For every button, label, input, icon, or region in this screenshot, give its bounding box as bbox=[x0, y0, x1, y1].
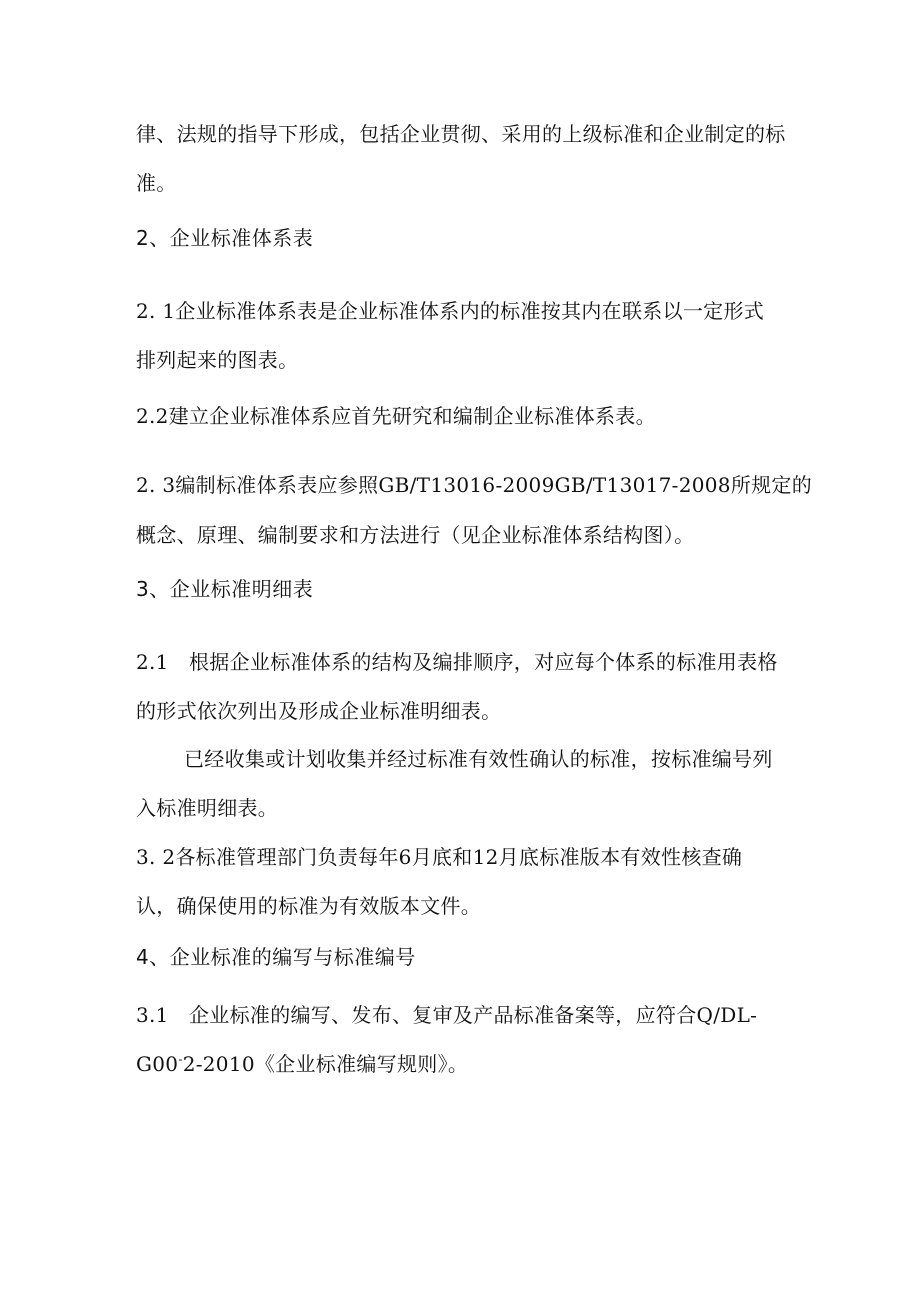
para-3-1-code-prefix: G00 bbox=[136, 1052, 179, 1076]
para-2-1b-line-1: 2.1 根据企业标准体系的结构及编排顺序，对应每个体系的标准用表格 bbox=[136, 650, 778, 674]
para-intro-line-1: 律、法规的指导下形成，包括企业贯彻、采用的上级标准和企业制定的标 bbox=[136, 122, 786, 146]
para-2-3-line-1: 2. 3编制标准体系表应参照GB/T13016-2009GB/T13017-2008所规定的 bbox=[136, 473, 813, 497]
para-collect-line-1: 已经收集或计划收集并经过标准有效性确认的标准，按标准编号列 bbox=[184, 747, 773, 771]
para-collect-line-2: 入标准明细表。 bbox=[136, 796, 279, 820]
para-3-1-line-2 bbox=[136, 1052, 468, 1076]
section-heading-4: 4、企业标准的编写与标准编号 bbox=[136, 945, 416, 969]
para-3-2-line-1: 3. 2各标准管理部门负责每年6月底和12月底标准版本有效性核查确 bbox=[136, 845, 743, 869]
para-3-1-line-1: 3.1 企业标准的编写、发布、复审及产品标准备案等，应符合Q/DL- bbox=[136, 1003, 758, 1027]
section-heading-3: 3、企业标准明细表 bbox=[136, 577, 314, 601]
para-3-2-line-2: 认，确保使用的标准为有效版本文件。 bbox=[136, 894, 482, 918]
para-intro-line-2: 准。 bbox=[136, 171, 177, 195]
para-2-1-line-2: 排列起来的图表。 bbox=[136, 348, 299, 372]
para-3-1-code-suffix: 2-2010《企业标准编写规则》。 bbox=[182, 1052, 469, 1076]
section-heading-2: 2、企业标准体系表 bbox=[136, 226, 314, 250]
para-2-1-line-1: 2. 1企业标准体系表是企业标准体系内的标准按其内在联系以一定形式 bbox=[136, 299, 765, 323]
para-2-1b-line-2: 的形式依次列出及形成企业标准明细表。 bbox=[136, 699, 502, 723]
para-2-3-line-2: 概念、原理、编制要求和方法进行（见企业标准体系结构图）。 bbox=[136, 523, 695, 547]
para-3-1-code-superscript: - bbox=[178, 1052, 183, 1067]
para-2-2: 2.2建立企业标准体系应首先研究和编制企业标准体系表。 bbox=[136, 404, 656, 428]
